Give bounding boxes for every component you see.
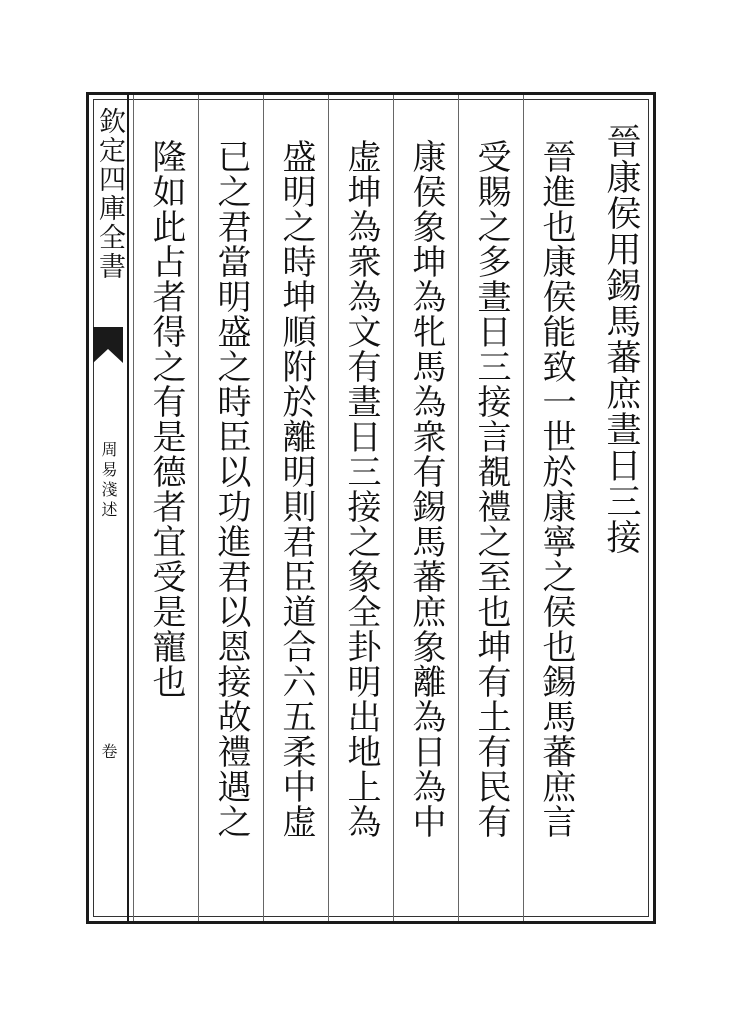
text-column-6: 盛明之時坤順附於離明則君臣道合六五柔中虚 [263, 95, 328, 921]
page-frame [86, 92, 656, 924]
text-column-4: 康侯象坤為牝馬為衆有錫馬蕃庶象離為日為中 [393, 95, 458, 921]
text-column-8: 隆如此占者得之有是德者宜受是寵也 [133, 95, 198, 921]
collection-title: 欽定四庫全書 [94, 107, 125, 281]
text-column-7: 已之君當明盛之時臣以功進君以恩接故禮遇之 [198, 95, 263, 921]
text-column-2: 晉進也康侯能致一世於康寧之侯也錫馬蕃庶言 [523, 95, 588, 921]
book-title: 周易淺述 [99, 441, 118, 521]
volume-mark: 卷 [99, 743, 118, 759]
text-column-3: 受賜之多晝日三接言覩禮之至也坤有土有民有 [458, 95, 523, 921]
text-column-1: 晉康侯用錫馬蕃庶晝日三接 [601, 123, 641, 555]
text-column-5: 虚坤為衆為文有晝日三接之象全卦明出地上為 [328, 95, 393, 921]
text-area [129, 95, 653, 921]
fish-tail-mark-icon [93, 327, 123, 363]
margin-column [89, 95, 129, 921]
